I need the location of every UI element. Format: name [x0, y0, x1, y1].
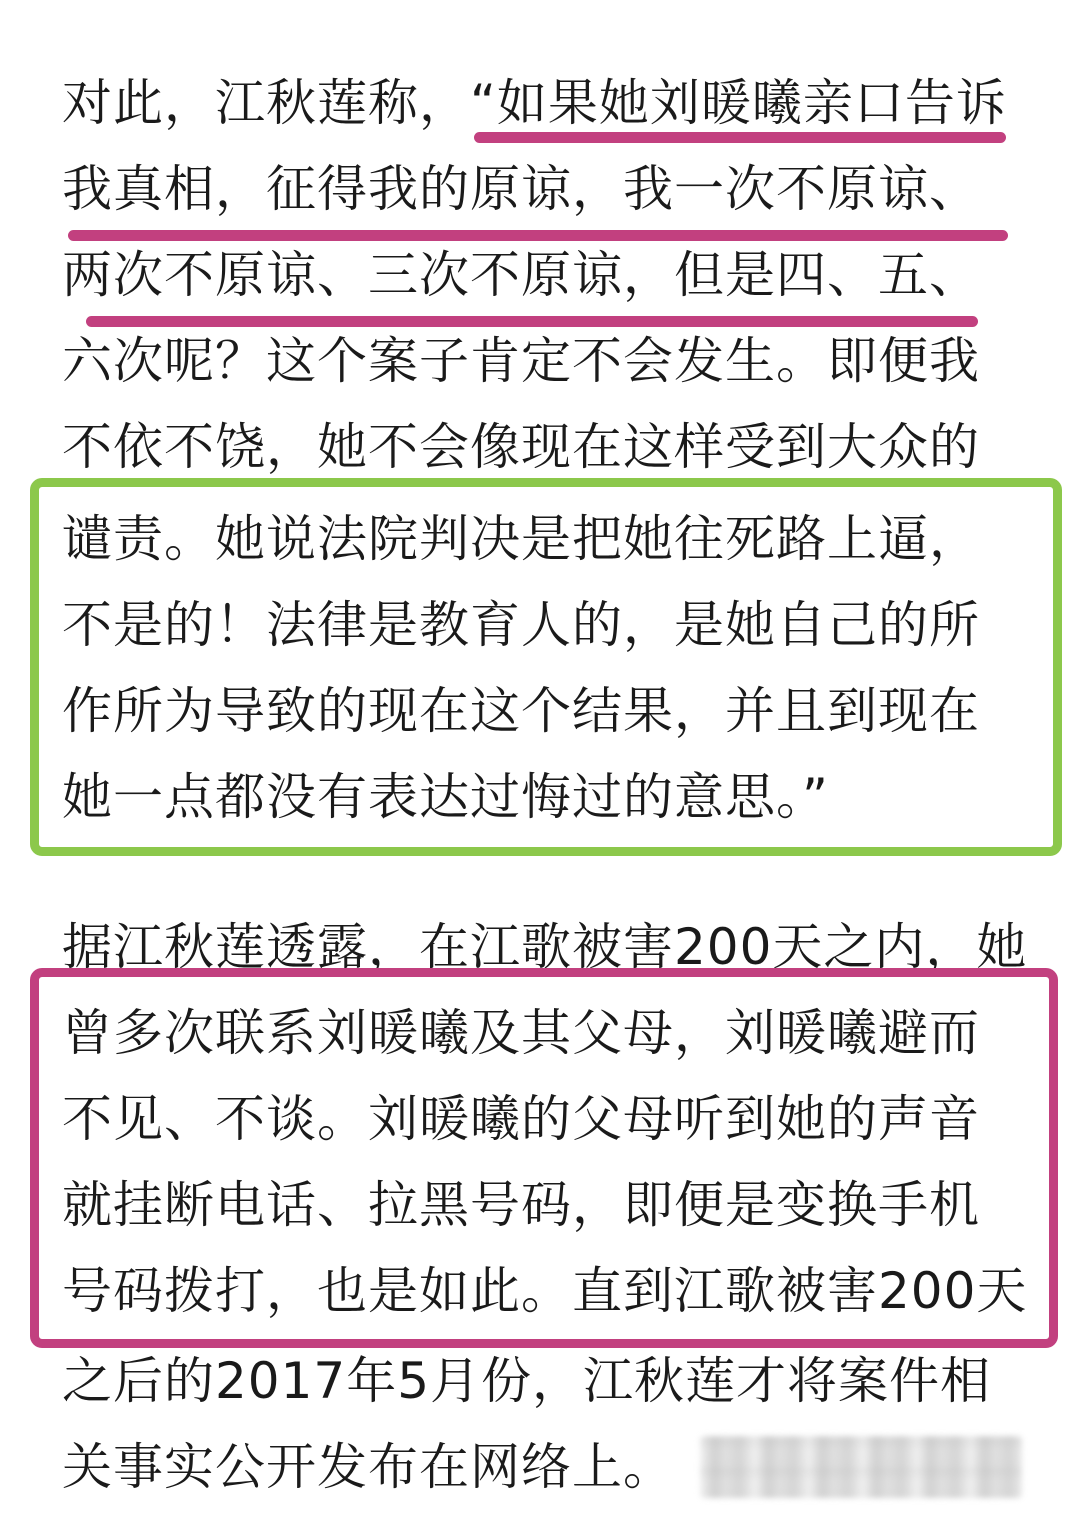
- text-line: 作所为导致的现在这个结果，并且到现在: [62, 682, 980, 740]
- text-line: 不依不饶，她不会像现在这样受到大众的: [62, 418, 980, 476]
- highlight-box-magenta: [30, 968, 1058, 1348]
- text-line: 就挂断电话、拉黑号码，即便是变换手机: [62, 1176, 980, 1234]
- underline-highlight: [474, 132, 1006, 143]
- highlight-box-green: [30, 478, 1062, 856]
- text-line: 谴责。她说法院判决是把她往死路上逼，: [62, 510, 980, 568]
- text-line: 我真相，征得我的原谅，我一次不原谅、: [62, 160, 980, 218]
- text-line: 对此，江秋莲称，“如果她刘暖曦亲口告诉: [62, 74, 1007, 132]
- text-line: 据江秋莲透露，在江歌被害200天之内，她: [62, 918, 1028, 976]
- text-line: 关事实公开发布在网络上。: [62, 1438, 674, 1496]
- text-line: 之后的2017年5月份，江秋莲才将案件相: [62, 1352, 992, 1410]
- underline-highlight: [68, 230, 1008, 241]
- text-line: 两次不原谅、三次不原谅，但是四、五、: [62, 246, 980, 304]
- blurred-watermark: [700, 1436, 1022, 1498]
- text-line: 号码拨打，也是如此。直到江歌被害200天: [62, 1262, 1028, 1320]
- text-line: 曾多次联系刘暖曦及其父母，刘暖曦避而: [62, 1004, 980, 1062]
- underline-highlight: [86, 316, 978, 327]
- text-line: 不见、不谈。刘暖曦的父母听到她的声音: [62, 1090, 980, 1148]
- text-line: 不是的！法律是教育人的，是她自己的所: [62, 596, 980, 654]
- text-line: 她一点都没有表达过悔过的意思。”: [62, 768, 829, 826]
- text-line: 六次呢？这个案子肯定不会发生。即便我: [62, 332, 980, 390]
